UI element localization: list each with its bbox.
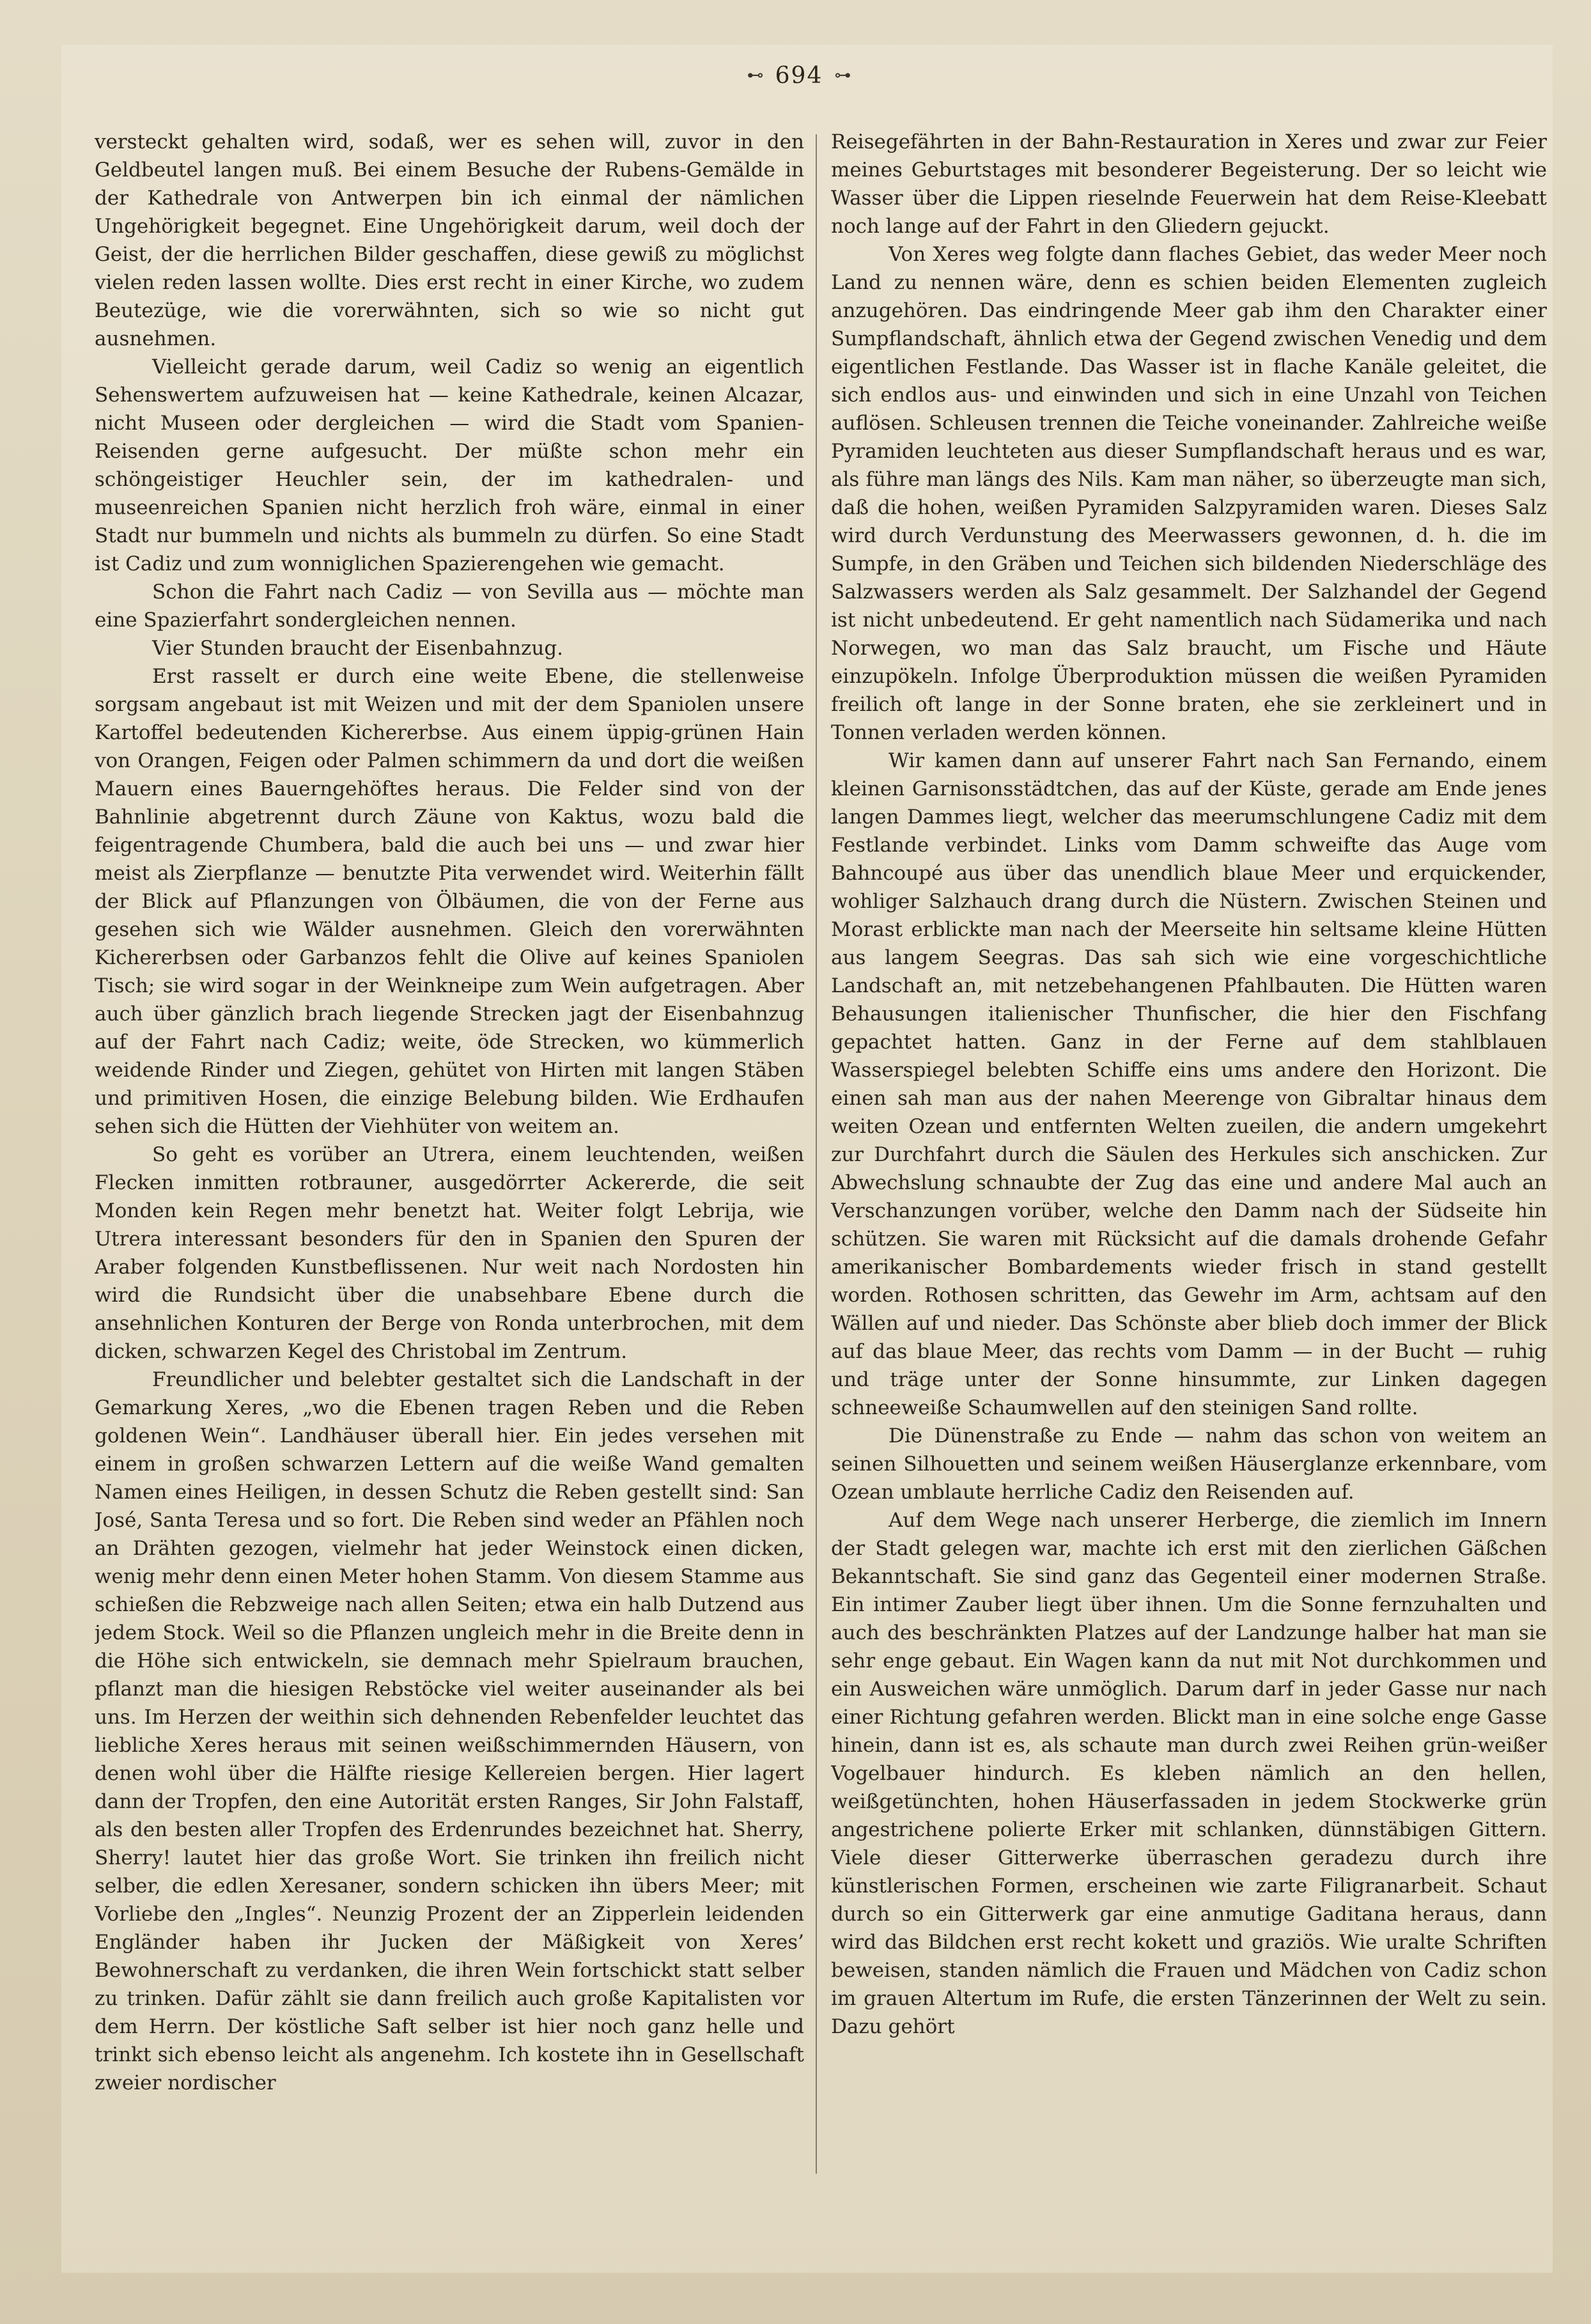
paragraph: versteckt gehalten wird, sodaß, wer es sehen will, zuvor in den Geldbeutel langen muß. Bei einem Besuche der Rubens-Gemälde in der Kathedrale von Antwerpen bin ich einmal der nämlichen Ungehörigkeit begegnet. Eine Ungehörigkeit darum, weil doch der Geist, der die herrlichen Bilder geschaffen, diese gewiß zu möglichst vielen reden lassen wollte. Dies erst recht in einer Kirche, wo zudem Beutezüge, wie die vorerwähnten, sich so wie so nicht gut ausnehmen.	[95, 130, 804, 350]
right-column	[831, 128, 1547, 2212]
paragraph: Erst rasselt er durch eine weite Ebene, die stellenweise sorgsam angebaut ist mit Weizen und mit der dem Spaniolen unsere Kartoffel bedeutenden Kichererbse. Aus einem üppig-grünen Hain von Orangen, Feigen oder Palmen schimmern da und dort die weißen Mauern eines Bauerngehöftes heraus. Die Felder sind von der Bahnlinie abgetrennt durch Zäune von Kaktus, wozu bald die feigentragende Chumbera, bald die auch bei uns — und zwar hier meist als Zierpflanze — benutzte Pita verwendet wird. Weiterhin fällt der Blick auf Pflanzungen von Ölbäumen, die von der Ferne aus gesehen sich wie Wälder ausnehmen. Gleich den vorerwähnten Kichererbsen oder Garbanzos fehlt die Olive auf keines Spaniolen Tisch; sie wird sogar in der Weinkneipe zum Wein aufgetragen. Aber auch über gänzlich brach liegende Strecken jagt der Eisenbahnzug auf der Fahrt nach Cadiz; weite, öde Strecken, wo kümmerlich weidende Rinder und Ziegen, gehütet von Hirten mit langen Stäben und primitiven Hosen, die einzige Belebung bilden. Wie Erdhaufen sehen sich die Hütten der Viehhüter von weitem an.	[95, 665, 804, 1138]
ornament-left-icon: ⊷	[747, 66, 764, 85]
paragraph: Freundlicher und belebter gestaltet sich die Landschaft in der Gemarkung Xeres, „wo die Ebenen tragen Reben und die Reben goldenen Wein“. Landhäuser überall hier. Ein jedes versehen mit einem in großen schwarzen Lettern auf die weiße Wand gemalten Namen eines Heiligen, in dessen Schutz die Reben gestellt sind: San José, Santa Teresa und so fort. Die Reben sind weder an Pfählen noch an Drähten gezogen, vielmehr hat jeder Weinstock einen dicken, wenig mehr denn einen Meter hohen Stamm. Von diesem Stamme aus schießen die Rebzweige nach allen Seiten; etwa ein halb Dutzend aus jedem Stock. Weil so die Pflanzen ungleich mehr in die Breite denn in die Höhe sich entwickeln, sie demnach mehr Spielraum brauchen, pflanzt man die hiesigen Rebstöcke viel weiter auseinander als bei uns. Im Herzen der weithin sich dehnenden Rebenfelder leuchtet das liebliche Xeres heraus mit seinen weißschimmernden Häusern, von denen wohl über die Hälfte riesige Kellereien bergen. Hier lagert dann der Tropfen, den eine Autorität ersten Ranges, Sir John Falstaff, als den besten aller Tropfen des Erdenrundes bezeichnet hat. Sherry, Sherry! lautet hier das große Wort. Sie trinken ihn freilich nicht selber, die edlen Xeresaner, sondern schicken ihn übers Meer; mit Vorliebe den „Ingles“. Neunzig Prozent der an Zipperlein leidenden Engländer haben ihr Jucken der Mäßigkeit von Xeres’ Bewohnerschaft zu verdanken, die ihren Wein fortschickt statt selber zu trinken. Dafür zählt sie dann freilich auch große Kapitalisten vor dem Herrn. Der köstliche Saft selber ist hier noch ganz helle und trinkt sich ebenso leicht als angenehm. Ich kostete ihn in Gesellschaft zweier nordischer	[95, 1368, 804, 2094]
left-column	[95, 128, 804, 2212]
paragraph: Wir kamen dann auf unserer Fahrt nach San Fernando, einem kleinen Garnisonsstädtchen, das auf der Küste, gerade am Ende jenes langen Dammes liegt, welcher das meerumschlungene Cadiz mit dem Festlande verbindet. Links vom Damm schweifte das Auge vom Bahncoupé aus über das unendlich blaue Meer und erquickender, wohliger Salzhauch drang durch die Nüstern. Zwischen Steinen und Morast erblickte man nach der Meerseite hin seltsame kleine Hütten aus langem Seegras. Das sah sich wie eine vorgeschichtliche Landschaft an, mit netzebehangenen Pfahlbauten. Die Hütten waren Behausungen italienischer Thunfischer, die hier den Fischfang gepachtet hatten. Ganz in der Ferne auf dem stahlblauen Wasserspiegel belebten Schiffe eins ums andere den Horizont. Die einen sah man aus der nahen Meerenge von Gibraltar hinaus dem weiten Ozean und entfernten Welten zueilen, die andern umgekehrt zur Durchfahrt durch die Säulen des Herkules sich anschicken. Zur Abwechslung schnaubte der Zug das eine und andere Mal auch an Verschanzungen vorüber, welche den Damm nach der Südseite hin schützen. Sie waren mit Rücksicht auf die damals drohende Gefahr amerikanischer Bombardements wieder frisch in stand gestellt worden. Rothosen schritten, das Gewehr im Arm, achtsam auf den Wällen auf und nieder. Das Schönste aber blieb doch immer der Blick auf das blaue Meer, das rechts vom Damm — in der Bucht — ruhig und träge unter der Sonne hinsummte, zur Linken dagegen schneeweiße Schaumwellen auf den steinigen Sand rollte.	[831, 749, 1547, 1419]
page-header	[703, 56, 895, 95]
paragraph: Schon die Fahrt nach Cadiz — von Sevilla aus — möchte man eine Spazierfahrt sondergleichen nennen.	[95, 581, 804, 632]
column-divider	[816, 134, 817, 2174]
ornament-right-icon: ⊶	[834, 66, 851, 85]
paragraph: So geht es vorüber an Utrera, einem leuchtenden, weißen Flecken inmitten rotbrauner, ausgedörrter Ackererde, die seit Monden kein Regen mehr benetzt hat. Weiter folgt Lebrija, wie Utrera interessant besonders für den in Spanien den Spuren der Araber folgenden Kunstbeflissenen. Nur weit nach Nordosten hin wird die Rundsicht über die unabsehbare Ebene durch die ansehnlichen Konturen der Berge von Ronda unterbrochen, mit dem dicken, schwarzen Kegel des Christobal im Zentrum.	[95, 1143, 804, 1363]
paragraph: Die Dünenstraße zu Ende — nahm das schon von weitem an seinen Silhouetten und seinem weißen Häuserglanze erkennbare, vom Ozean umblaute herrliche Cadiz den Reisenden auf.	[831, 1424, 1547, 1504]
page-number: 694	[775, 62, 823, 89]
paragraph: Reisegefährten in der Bahn-Restauration in Xeres und zwar zur Feier meines Geburtstages mit besonderer Begeisterung. Der so leicht wie Wasser über die Lippen rieselnde Feuerwein hat dem Reise-Kleebatt noch lange auf der Fahrt in den Gliedern gejuckt.	[831, 130, 1547, 238]
paragraph: Auf dem Wege nach unserer Herberge, die ziemlich im Innern der Stadt gelegen war, machte ich erst mit den zierlichen Gäßchen Bekanntschaft. Sie sind ganz das Gegenteil einer modernen Straße. Ein intimer Zauber liegt über ihnen. Um die Sonne fernzuhalten und auch des beschränkten Platzes auf der Landzunge halber hat man sie sehr enge gebaut. Ein Wagen kann da nut mit Not durchkommen und ein Ausweichen wäre unmöglich. Darum darf in jeder Gasse nur nach einer Richtung gefahren werden. Blickt man in eine solche enge Gasse hinein, dann ist es, als schaute man durch zwei Reihen grün-weißer Vogelbauer hindurch. Es kleben nämlich an den hellen, weißgetünchten, hohen Häuserfassaden in jedem Stockwerke grün angestrichene polierte Erker mit schlanken, dünnstäbigen Gittern. Viele dieser Gitterwerke überraschen geradezu durch ihre künstlerischen Formen, erscheinen wie zarte Filigranarbeit. Schaut durch so ein Gitterwerk gar eine anmutige Gaditana heraus, dann wird das Bildchen erst recht kokett und graziös. Wie uralte Schriften beweisen, standen nämlich die Frauen und Mädchen von Cadiz schon im grauen Altertum im Rufe, die ersten Tänzerinnen der Welt zu sein. Dazu gehört	[831, 1509, 1547, 2038]
paragraph: Vier Stunden braucht der Eisenbahnzug.	[152, 637, 564, 660]
paragraph: Vielleicht gerade darum, weil Cadiz so wenig an eigentlich Sehenswertem aufzuweisen hat — keine Kathedrale, keinen Alcazar, nicht Museen oder dergleichen — wird die Stadt vom Spanien-Reisenden gerne aufgesucht. Der müßte schon mehr ein schöngeistiger Heuchler sein, der im kathedralen- und museenreichen Spanien nicht herzlich froh wäre, einmal in einer Stadt nur bummeln und nichts als bummeln zu dürfen. So eine Stadt ist Cadiz und zum wonniglichen Spazierengehen wie gemacht.	[95, 355, 804, 575]
paragraph: Von Xeres weg folgte dann flaches Gebiet, das weder Meer noch Land zu nennen wäre, denn es schien beiden Elementen zugleich anzugehören. Das eindringende Meer gab ihm den Charakter einer Sumpflandschaft, ähnlich etwa der Gegend zwischen Venedig und dem eigentlichen Festlande. Das Wasser ist in flache Kanäle geleitet, die sich endlos aus- und einwinden und sich in eine Unzahl von Teichen auflösen. Schleusen trennen die Teiche voneinander. Zahlreiche weiße Pyramiden leuchteten aus dieser Sumpflandschaft heraus und es war, als führe man längs des Nils. Kam man näher, so überzeugte man sich, daß die hohen, weißen Pyramiden Salzpyramiden waren. Dieses Salz wird durch Verdunstung des Meerwassers gewonnen, d. h. die im Sumpfe, in den Gräben und Teichen sich bildenden Niederschläge des Salzwassers werden als Salz gesammelt. Der Salzhandel der Gegend ist nicht unbedeutend. Er geht namentlich nach Südamerika und nach Norwegen, wo man das Salz braucht, um Fische und Häute einzupökeln. Infolge Überproduktion müssen die weißen Pyramiden freilich oft lange in der Sonne braten, ehe sie zerkleinert und in Tonnen verladen werden können.	[831, 243, 1547, 744]
